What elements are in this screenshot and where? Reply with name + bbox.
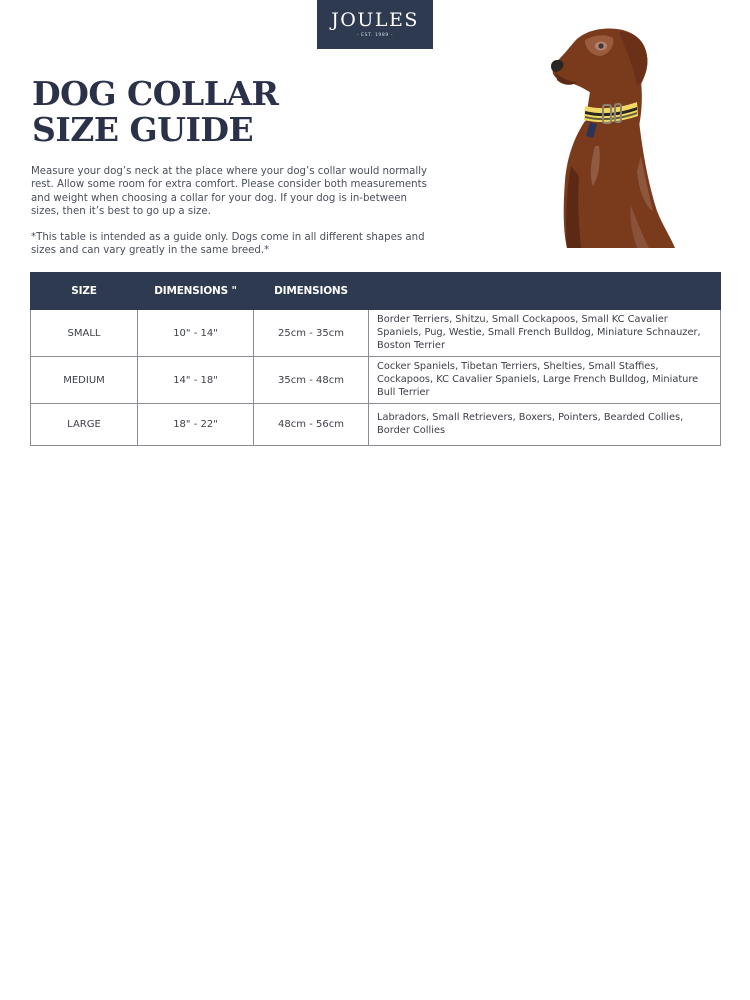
guide-disclaimer: *This table is intended as a guide only. Dogs come in all different shapes and sizes and can vary greatly in the same breed.* — [31, 232, 425, 257]
breeds-cell: Cocker Spaniels, Tibetan Terriers, Shelties, Small Staffies, Cockapoos, KC Cavalier Spaniels, Large French Bulldog, Miniature Bull Terrier — [369, 357, 721, 404]
column-header-dimensions-inches: DIMENSIONS " — [138, 273, 254, 310]
cm-cell: 48cm - 56cm — [254, 404, 369, 446]
collar-size-table — [30, 272, 721, 446]
inches-cell: 10" - 14" — [138, 310, 254, 357]
table-row-small — [31, 310, 721, 357]
size-cell: SMALL — [31, 310, 138, 357]
page-title — [32, 76, 332, 148]
dog-with-collar-icon — [545, 26, 685, 251]
column-header-size: SIZE — [31, 273, 138, 310]
column-header-dimensions-cm: DIMENSIONS — [254, 273, 369, 310]
cm-cell: 25cm - 35cm — [254, 310, 369, 357]
size-cell: LARGE — [31, 404, 138, 446]
inches-cell: 18" - 22" — [138, 404, 254, 446]
table-header-row — [31, 273, 721, 310]
page-title-line-1: DOG COLLAR — [32, 74, 279, 113]
size-cell: MEDIUM — [31, 357, 138, 404]
joules-logo — [317, 0, 433, 49]
measuring-instructions: Measure your dog’s neck at the place where your dog’s collar would normally rest. Allow some room for extra comfort. Please consider both measurements and weight when choosing a collar for your dog. If your dog is in-between sizes, then it’s best to go up a size. — [31, 166, 428, 217]
table-row-large — [31, 404, 721, 446]
column-header-breeds — [369, 273, 721, 310]
intro-text — [31, 165, 436, 271]
breeds-cell: Border Terriers, Shitzu, Small Cockapoos, Small KC Cavalier Spaniels, Pug, Westie, Small French Bulldog, Miniature Schnauzer, Boston Terrier — [369, 310, 721, 357]
logo-tagline: - EST. 1989 - — [356, 33, 394, 38]
logo-wordmark: JOULES — [331, 9, 419, 31]
breeds-cell: Labradors, Small Retrievers, Boxers, Pointers, Bearded Collies, Border Collies — [369, 404, 721, 446]
page-title-line-2: SIZE GUIDE — [32, 110, 254, 149]
table-row-medium — [31, 357, 721, 404]
cm-cell: 35cm - 48cm — [254, 357, 369, 404]
inches-cell: 14" - 18" — [138, 357, 254, 404]
